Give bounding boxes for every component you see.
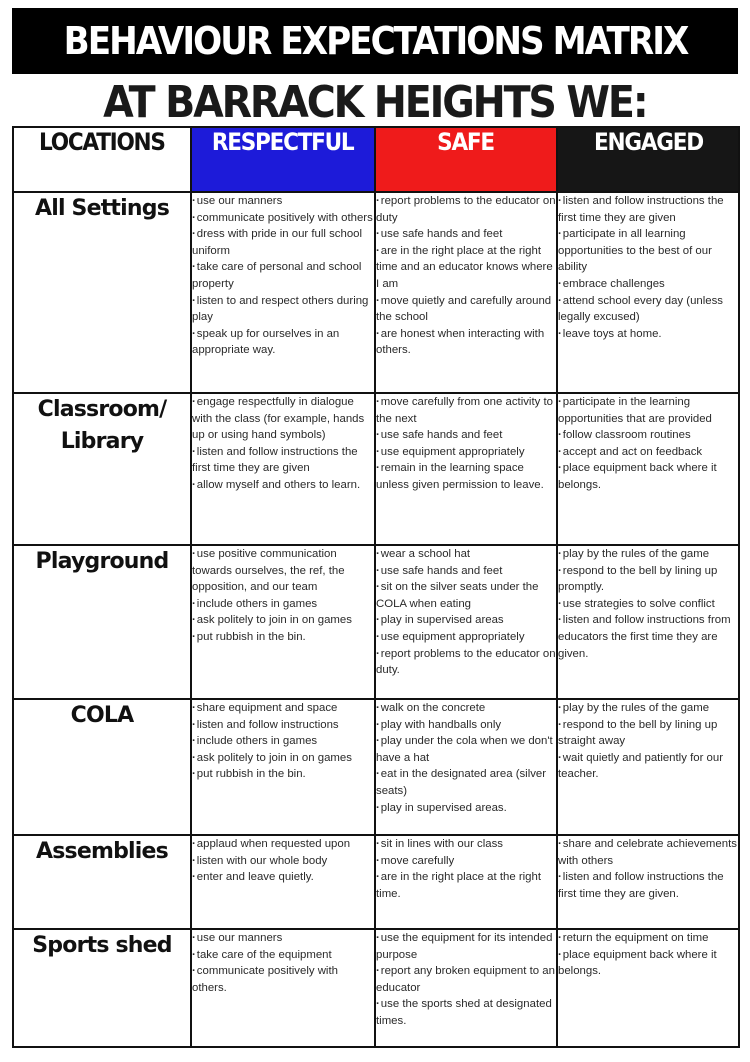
expectation-item: · use positive communication towards ourselves, the ref, the opposition, and our team — [192, 546, 374, 596]
respectful-expectations-list — [192, 546, 374, 646]
engaged-expectations-list — [558, 836, 738, 902]
engaged-expectations-list — [558, 930, 738, 980]
location-label: Sports shed — [32, 933, 172, 958]
expectation-item: · accept and act on feedback — [558, 444, 738, 461]
table-row — [13, 393, 739, 545]
respectful-cell — [191, 929, 375, 1047]
expectation-item: · dress with pride in our full school uniform — [192, 226, 374, 259]
engaged-cell — [557, 929, 739, 1047]
matrix-body — [13, 192, 739, 1047]
engaged-expectations-list — [558, 700, 738, 783]
expectation-item: · embrace challenges — [558, 276, 738, 293]
safe-cell — [375, 545, 557, 699]
expectation-item: · use safe hands and feet — [376, 427, 556, 444]
expectation-item: · use strategies to solve conflict — [558, 596, 738, 613]
expectation-item: · play by the rules of the game — [558, 546, 738, 563]
header-row — [13, 127, 739, 192]
safe-expectations-list — [376, 700, 556, 816]
respectful-expectations-list — [192, 193, 374, 359]
expectation-item: · sit on the silver seats under the COLA when eating — [376, 579, 556, 612]
safe-expectations-list — [376, 546, 556, 679]
expectation-item: · play in supervised areas. — [376, 800, 556, 817]
location-label: COLA — [70, 703, 134, 728]
expectation-item: · communicate positively with others. — [192, 963, 374, 996]
expectation-item: · place equipment back where it belongs. — [558, 460, 738, 493]
location-label: Classroom/ Library — [37, 397, 167, 454]
expectation-item: · attend school every day (unless legally excused) — [558, 293, 738, 326]
expectation-item: · put rubbish in the bin. — [192, 629, 374, 646]
expectation-item: · respond to the bell by lining up straight away — [558, 717, 738, 750]
safe-expectations-list — [376, 836, 556, 902]
header-locations — [13, 127, 191, 192]
expectation-item: · report any broken equipment to an educator — [376, 963, 556, 996]
expectation-item: · are honest when interacting with others. — [376, 326, 556, 359]
header-engaged-label: ENGAGED — [593, 128, 703, 156]
expectation-item: · use equipment appropriately — [376, 629, 556, 646]
expectation-item: · report problems to the educator on duty — [376, 193, 556, 226]
expectation-item: · listen and follow instructions the first time they are given. — [558, 869, 738, 902]
safe-cell — [375, 699, 557, 835]
expectation-item: · share equipment and space — [192, 700, 374, 717]
expectation-item: · listen with our whole body — [192, 853, 374, 870]
expectation-item: · take care of personal and school property — [192, 259, 374, 292]
engaged-cell — [557, 699, 739, 835]
table-row — [13, 929, 739, 1047]
header-respectful-label: RESPECTFUL — [212, 128, 354, 156]
expectation-item: · place equipment back where it belongs. — [558, 947, 738, 980]
engaged-cell — [557, 835, 739, 929]
document-title-banner — [12, 8, 738, 74]
expectation-item: · wait quietly and patiently for our teacher. — [558, 750, 738, 783]
expectation-item: · move carefully from one activity to the next — [376, 394, 556, 427]
expectation-item: · move quietly and carefully around the school — [376, 293, 556, 326]
header-respectful — [191, 127, 375, 192]
expectation-item: · use equipment appropriately — [376, 444, 556, 461]
header-engaged — [557, 127, 739, 192]
expectation-item: · share and celebrate achievements with others — [558, 836, 738, 869]
expectation-item: · allow myself and others to learn. — [192, 477, 374, 494]
expectation-item: · are in the right place at the right time. — [376, 869, 556, 902]
location-cell — [13, 699, 191, 835]
expectation-item: · engage respectfully in dialogue with the class (for example, hands up or using hand symbols) — [192, 394, 374, 444]
expectation-item: · are in the right place at the right time and an educator knows where I am — [376, 243, 556, 293]
engaged-expectations-list — [558, 193, 738, 342]
expectation-item: · take care of the equipment — [192, 947, 374, 964]
respectful-cell — [191, 835, 375, 929]
table-row — [13, 835, 739, 929]
respectful-cell — [191, 545, 375, 699]
expectation-item: · enter and leave quietly. — [192, 869, 374, 886]
expectation-item: · listen and follow instructions the first time they are given — [558, 193, 738, 226]
expectation-item: · use our manners — [192, 193, 374, 210]
expectation-item: · play with handballs only — [376, 717, 556, 734]
expectation-item: · use the sports shed at designated times. — [376, 996, 556, 1029]
document-subtitle-wrap — [0, 78, 750, 126]
expectation-item: · move carefully — [376, 853, 556, 870]
expectation-item: · listen to and respect others during play — [192, 293, 374, 326]
expectation-item: · speak up for ourselves in an appropriate way. — [192, 326, 374, 359]
expectation-item: · play in supervised areas — [376, 612, 556, 629]
expectation-item: · follow classroom routines — [558, 427, 738, 444]
location-label: Assemblies — [36, 839, 168, 864]
expectation-item: · listen and follow instructions the first time they are given — [192, 444, 374, 477]
safe-expectations-list — [376, 193, 556, 359]
engaged-expectations-list — [558, 546, 738, 662]
respectful-expectations-list — [192, 394, 374, 494]
expectation-item: · applaud when requested upon — [192, 836, 374, 853]
safe-cell — [375, 835, 557, 929]
expectation-item: · include others in games — [192, 733, 374, 750]
expectation-item: · play by the rules of the game — [558, 700, 738, 717]
respectful-expectations-list — [192, 836, 374, 886]
safe-expectations-list — [376, 394, 556, 494]
expectation-item: · walk on the concrete — [376, 700, 556, 717]
respectful-cell — [191, 393, 375, 545]
engaged-expectations-list — [558, 394, 738, 494]
location-cell — [13, 545, 191, 699]
header-safe — [375, 127, 557, 192]
expectation-item: · communicate positively with others — [192, 210, 374, 227]
expectation-item: · eat in the designated area (silver seats) — [376, 766, 556, 799]
safe-expectations-list — [376, 930, 556, 1030]
expectation-item: · return the equipment on time — [558, 930, 738, 947]
document-title: BEHAVIOUR EXPECTATIONS MATRIX — [63, 19, 687, 63]
expectation-item: · wear a school hat — [376, 546, 556, 563]
expectation-item: · report problems to the educator on duty. — [376, 646, 556, 679]
engaged-cell — [557, 393, 739, 545]
location-label: All Settings — [34, 196, 169, 221]
respectful-cell — [191, 699, 375, 835]
table-row — [13, 545, 739, 699]
respectful-expectations-list — [192, 930, 374, 996]
expectation-item: · remain in the learning space unless given permission to leave. — [376, 460, 556, 493]
table-row — [13, 699, 739, 835]
respectful-expectations-list — [192, 700, 374, 783]
expectation-item: · listen and follow instructions — [192, 717, 374, 734]
expectation-item: · use our manners — [192, 930, 374, 947]
location-cell — [13, 393, 191, 545]
expectation-item: · sit in lines with our class — [376, 836, 556, 853]
expectation-item: · play under the cola when we don't have a hat — [376, 733, 556, 766]
engaged-cell — [557, 545, 739, 699]
expectation-item: · use the equipment for its intended purpose — [376, 930, 556, 963]
location-cell — [13, 929, 191, 1047]
location-cell — [13, 192, 191, 393]
expectation-item: · put rubbish in the bin. — [192, 766, 374, 783]
respectful-cell — [191, 192, 375, 393]
safe-cell — [375, 929, 557, 1047]
expectation-item: · participate in all learning opportunities to the best of our ability — [558, 226, 738, 276]
expectation-item: · include others in games — [192, 596, 374, 613]
safe-cell — [375, 393, 557, 545]
expectation-item: · leave toys at home. — [558, 326, 738, 343]
header-locations-label: LOCATIONS — [39, 128, 165, 156]
expectation-item: · listen and follow instructions from educators the first time they are given. — [558, 612, 738, 662]
expectation-item: · use safe hands and feet — [376, 226, 556, 243]
behaviour-matrix-table — [12, 126, 740, 1048]
engaged-cell — [557, 192, 739, 393]
expectation-item: · respond to the bell by lining up promptly. — [558, 563, 738, 596]
document-subtitle: AT BARRACK HEIGHTS WE: — [103, 76, 647, 128]
table-row — [13, 192, 739, 393]
expectation-item: · ask politely to join in on games — [192, 750, 374, 767]
expectation-item: · ask politely to join in on games — [192, 612, 374, 629]
header-safe-label: SAFE — [437, 128, 495, 156]
expectation-item: · use safe hands and feet — [376, 563, 556, 580]
safe-cell — [375, 192, 557, 393]
expectation-item: · participate in the learning opportunities that are provided — [558, 394, 738, 427]
location-label: Playground — [35, 549, 169, 574]
location-cell — [13, 835, 191, 929]
